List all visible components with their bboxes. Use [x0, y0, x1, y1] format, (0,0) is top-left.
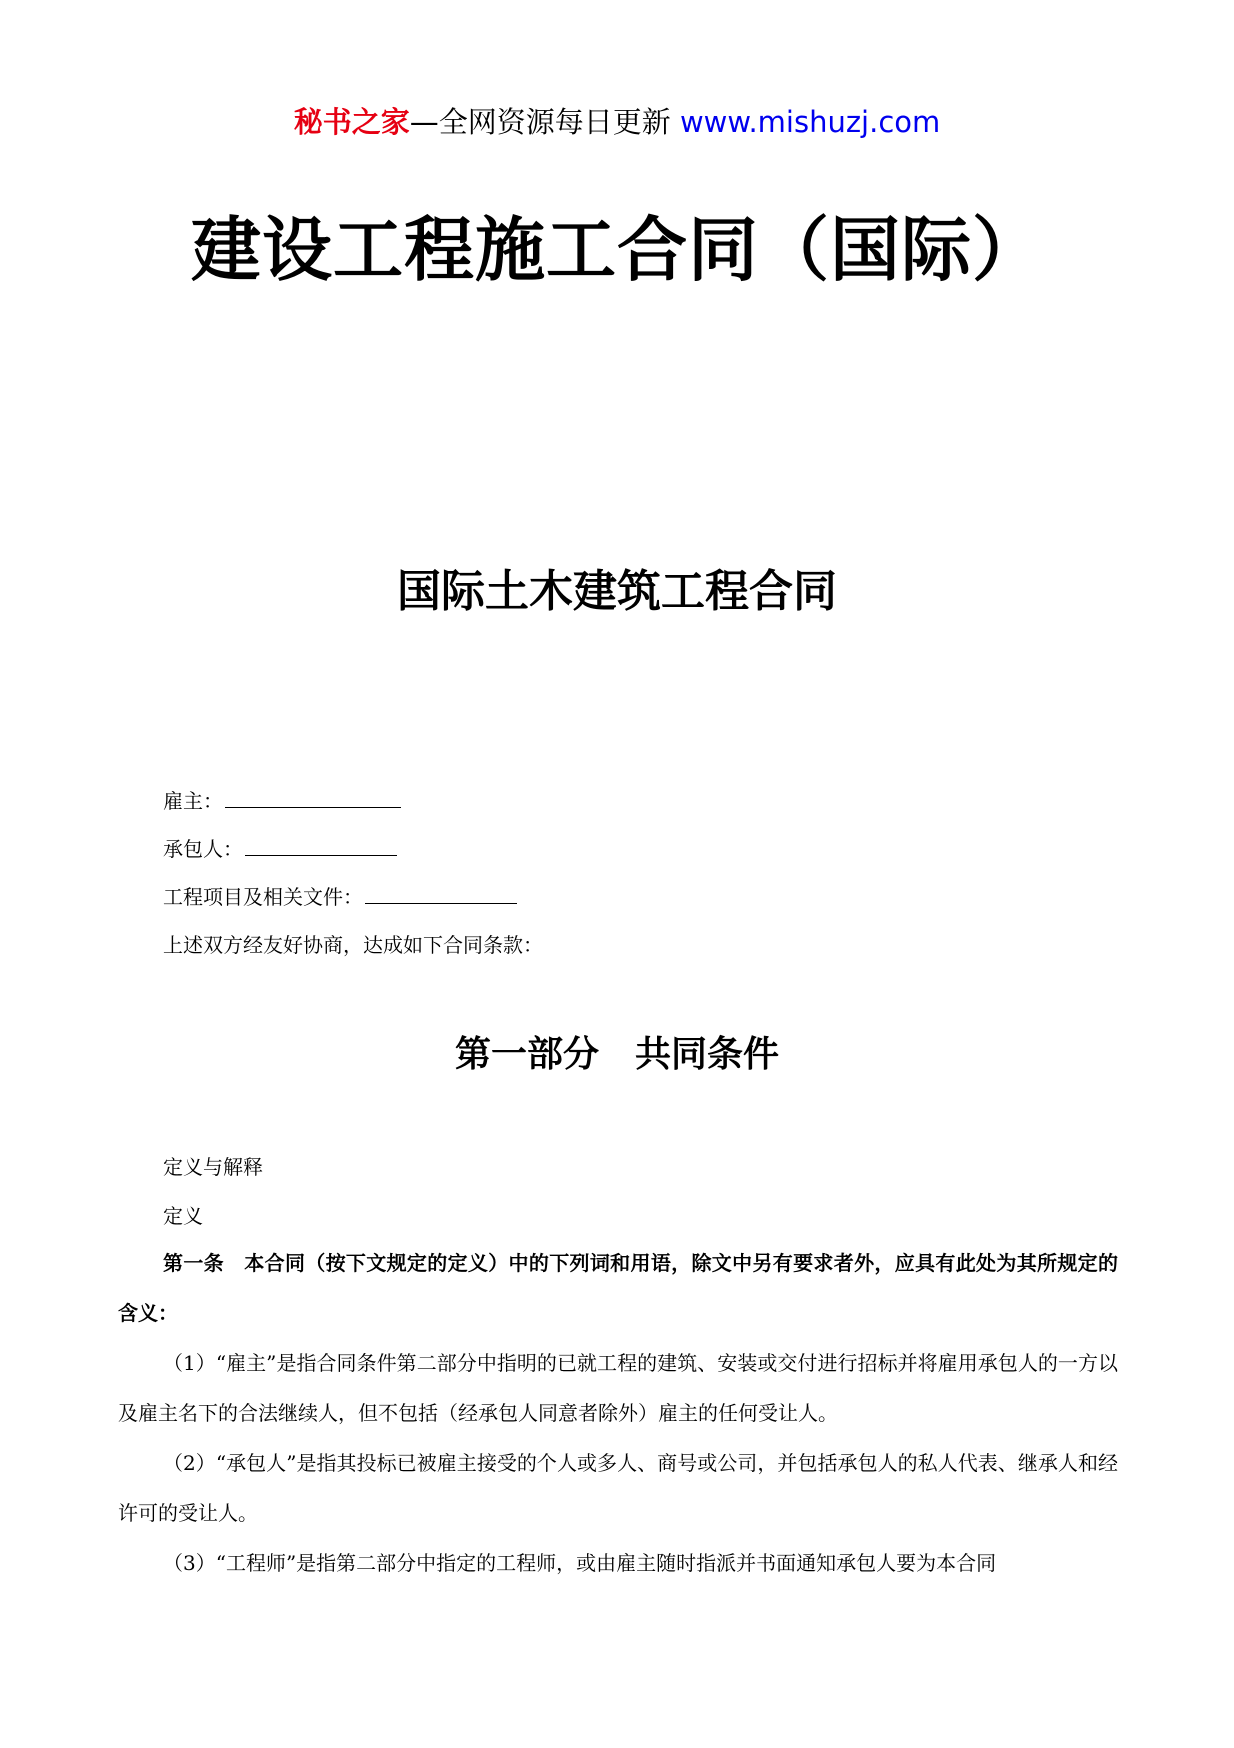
section-heading: 定义与解释 — [163, 1155, 263, 1179]
brand-name: 秘书之家 — [293, 105, 410, 139]
contractor-blank-line — [245, 835, 397, 856]
intro-text: 上述双方经友好协商，达成如下合同条款： — [163, 933, 543, 957]
clause-employer: （1）“雇主”是指合同条件第二部分中指明的已就工程的建筑、安装或交付进行招标并将雇用承包人的一方以及雇主名下的合法继续人，但不包括（经承包人同意者除外）雇主的任何受让人。 — [118, 1351, 1118, 1425]
site-url-link[interactable]: www.mishuzj.com — [679, 105, 941, 139]
employer-field — [163, 786, 401, 816]
document-sub-title: 国际土木建筑工程合同 — [397, 566, 837, 617]
site-header — [0, 102, 1234, 142]
subsection-heading: 定义 — [163, 1204, 203, 1228]
employer-blank-line — [225, 787, 401, 808]
project-blank-line — [365, 883, 517, 904]
header-slogan: —全网资源每日更新 — [409, 105, 671, 139]
employer-label: 雇主： — [163, 789, 223, 813]
clause-engineer: （3）“工程师”是指第二部分中指定的工程师，或由雇主随时指派并书面通知承包人要为本合同 — [163, 1551, 997, 1575]
project-field — [163, 882, 517, 912]
document-main-title: 建设工程施工合同（国际） — [191, 209, 1043, 291]
project-label: 工程项目及相关文件： — [163, 885, 363, 909]
clause-contractor: （2）“承包人”是指其投标已被雇主接受的个人或多人、商号或公司，并包括承包人的私人代表、继承人和经许可的受让人。 — [118, 1451, 1118, 1525]
article-one: 第一条 本合同（按下文规定的定义）中的下列词和用语，除文中另有要求者外，应具有此处为其所规定的含义： — [118, 1251, 1118, 1325]
contractor-label: 承包人： — [163, 837, 243, 861]
part-one-title: 第一部分 共同条件 — [454, 1034, 779, 1075]
contractor-field — [163, 834, 397, 864]
